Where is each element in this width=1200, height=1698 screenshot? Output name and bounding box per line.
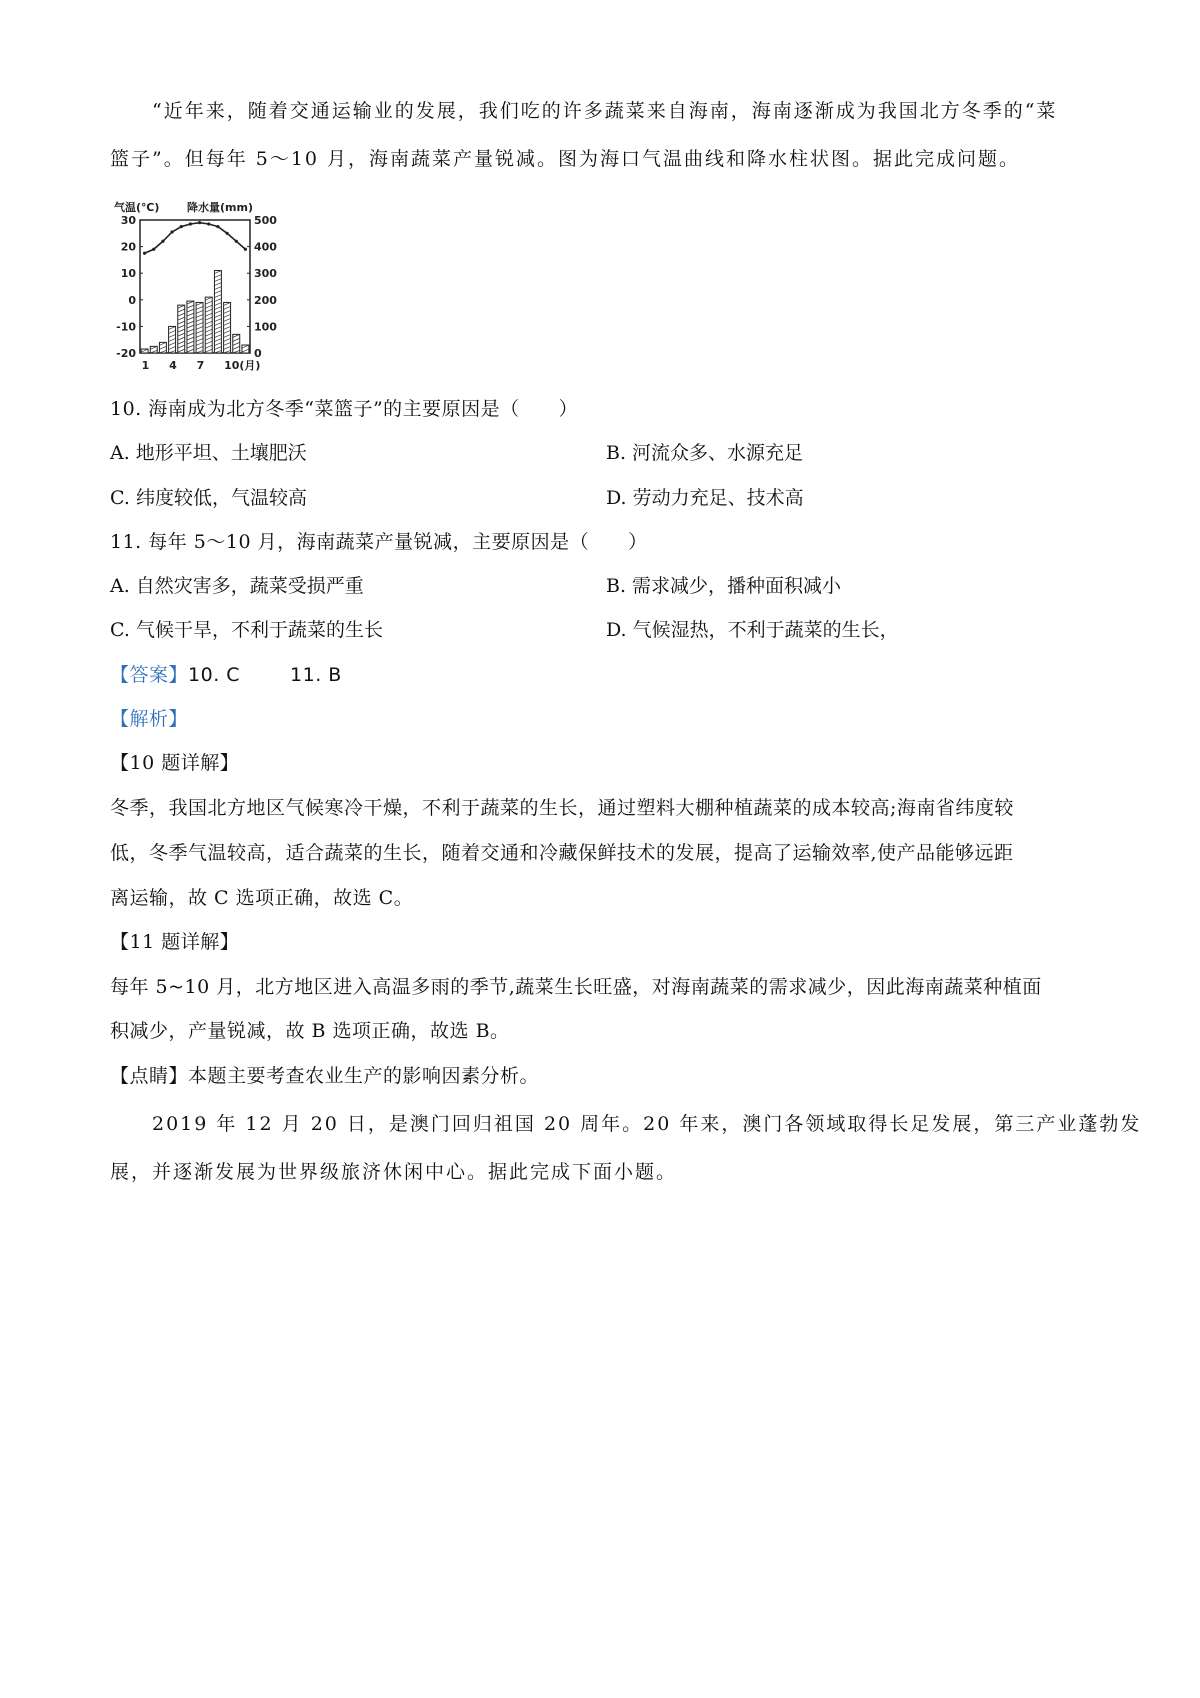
right-tick-label: 0 bbox=[254, 347, 262, 360]
detail10-line-1: 冬季，我国北方地区气候寒冷干燥，不利于蔬菜的生长，通过塑料大棚种植蔬菜的成本较高;海南省纬度较 bbox=[110, 797, 1014, 819]
pointer-line: 【点睛】本题主要考查农业生产的影响因素分析。 bbox=[110, 1065, 540, 1087]
temperature-point bbox=[216, 225, 219, 228]
left-axis-title: 气温(℃) bbox=[114, 201, 160, 214]
detail10-line-2: 低，冬季气温较高，适合蔬菜的生长，随着交通和冷藏保鲜技术的发展，提高了运输效率,使产品能够远距 bbox=[110, 842, 1014, 864]
left-tick-label: 0 bbox=[128, 293, 136, 307]
q11-option-b[interactable]: B. 需求减少，播种面积减小 bbox=[606, 575, 842, 597]
left-tick-label: -20 bbox=[116, 347, 136, 360]
temperature-point bbox=[189, 222, 192, 225]
right-tick-label: 500 bbox=[254, 214, 277, 227]
left-axis-ticks bbox=[116, 214, 143, 360]
detail11-line-1: 每年 5~10 月，北方地区进入高温多雨的季节,蔬菜生长旺盛，对海南蔬菜的需求减少，因此海南蔬菜种植面 bbox=[110, 976, 1042, 998]
right-tick-label: 100 bbox=[254, 320, 277, 334]
answer-10: 10. C bbox=[188, 664, 241, 686]
precipitation-bars bbox=[141, 271, 249, 353]
temperature-point bbox=[152, 248, 155, 251]
temperature-point bbox=[170, 230, 173, 233]
temperature-point bbox=[235, 240, 238, 243]
detail10-title: 【10 题详解】 bbox=[110, 752, 240, 774]
q10-stem: 10. 海南成为北方冬季“菜篮子”的主要原因是（ ） bbox=[110, 398, 579, 420]
next-intro-line-2: 展，并逐渐发展为世界级旅济休闲中心。据此完成下面小题。 bbox=[110, 1161, 678, 1183]
plot-frame bbox=[140, 220, 250, 353]
left-tick-label: -10 bbox=[116, 320, 136, 334]
temperature-point bbox=[225, 232, 228, 235]
q11-option-a[interactable]: A. 自然灾害多，蔬菜受损严重 bbox=[110, 575, 364, 597]
analysis-label: 【解析】 bbox=[110, 708, 189, 730]
x-axis-ticks bbox=[142, 359, 261, 372]
q10-option-c[interactable]: C. 纬度较低，气温较高 bbox=[110, 487, 307, 509]
answer-label: 【答案】 bbox=[110, 664, 189, 686]
temperature-point bbox=[198, 221, 201, 224]
intro-line-1: “近年来，随着交通运输业的发展，我们吃的许多蔬菜来自海南，海南逐渐成为我国北方冬季的“菜 bbox=[152, 100, 1058, 122]
right-axis-title: 降水量(mm) bbox=[187, 201, 253, 214]
right-tick-label: 400 bbox=[254, 240, 277, 254]
q11-option-d[interactable]: D. 气候湿热，不利于蔬菜的生长， bbox=[606, 619, 899, 641]
answer-line bbox=[110, 660, 342, 687]
climate-chart bbox=[112, 198, 282, 378]
x-tick-label: 4 bbox=[169, 359, 177, 372]
intro-line-2: 篮子”。但每年 5～10 月，海南蔬菜产量锐减。图为海口气温曲线和降水柱状图。据此完成问题。 bbox=[110, 148, 1021, 170]
answer-11: 11. B bbox=[290, 664, 342, 686]
x-tick-label: 7 bbox=[196, 359, 205, 372]
next-intro-line-1: 2019 年 12 月 20 日，是澳门回归祖国 20 周年。20 年来，澳门各领域取得长足发展，第三产业蓬勃发 bbox=[152, 1113, 1142, 1135]
temperature-point bbox=[244, 248, 247, 251]
temperature-point bbox=[180, 225, 183, 228]
temperature-line bbox=[145, 223, 246, 254]
detail11-title: 【11 题详解】 bbox=[110, 931, 240, 953]
q10-option-a[interactable]: A. 地形平坦、土壤肥沃 bbox=[110, 442, 307, 464]
temperature-point bbox=[207, 222, 210, 225]
x-tick-label: 1 bbox=[141, 359, 150, 372]
right-tick-label: 200 bbox=[254, 293, 277, 307]
left-tick-label: 10 bbox=[120, 267, 136, 281]
temperature-point bbox=[161, 240, 164, 243]
q11-stem: 11. 每年 5～10 月，海南蔬菜产量锐减，主要原因是（ ） bbox=[110, 531, 648, 553]
right-tick-label: 300 bbox=[254, 267, 277, 281]
detail11-line-2: 积减少，产量锐减，故 B 选项正确，故选 B。 bbox=[110, 1020, 510, 1042]
temperature-point bbox=[143, 252, 146, 255]
left-tick-label: 20 bbox=[120, 240, 136, 254]
q11-option-c[interactable]: C. 气候干旱，不利于蔬菜的生长 bbox=[110, 619, 383, 641]
detail10-line-3: 离运输，故 C 选项正确，故选 C。 bbox=[110, 887, 414, 909]
q10-option-b[interactable]: B. 河流众多、水源充足 bbox=[606, 442, 804, 464]
right-axis-ticks bbox=[247, 214, 277, 360]
left-tick-label: 30 bbox=[120, 214, 136, 227]
q10-option-d[interactable]: D. 劳动力充足、技术高 bbox=[606, 487, 804, 509]
x-tick-label: 10(月) bbox=[224, 359, 261, 372]
